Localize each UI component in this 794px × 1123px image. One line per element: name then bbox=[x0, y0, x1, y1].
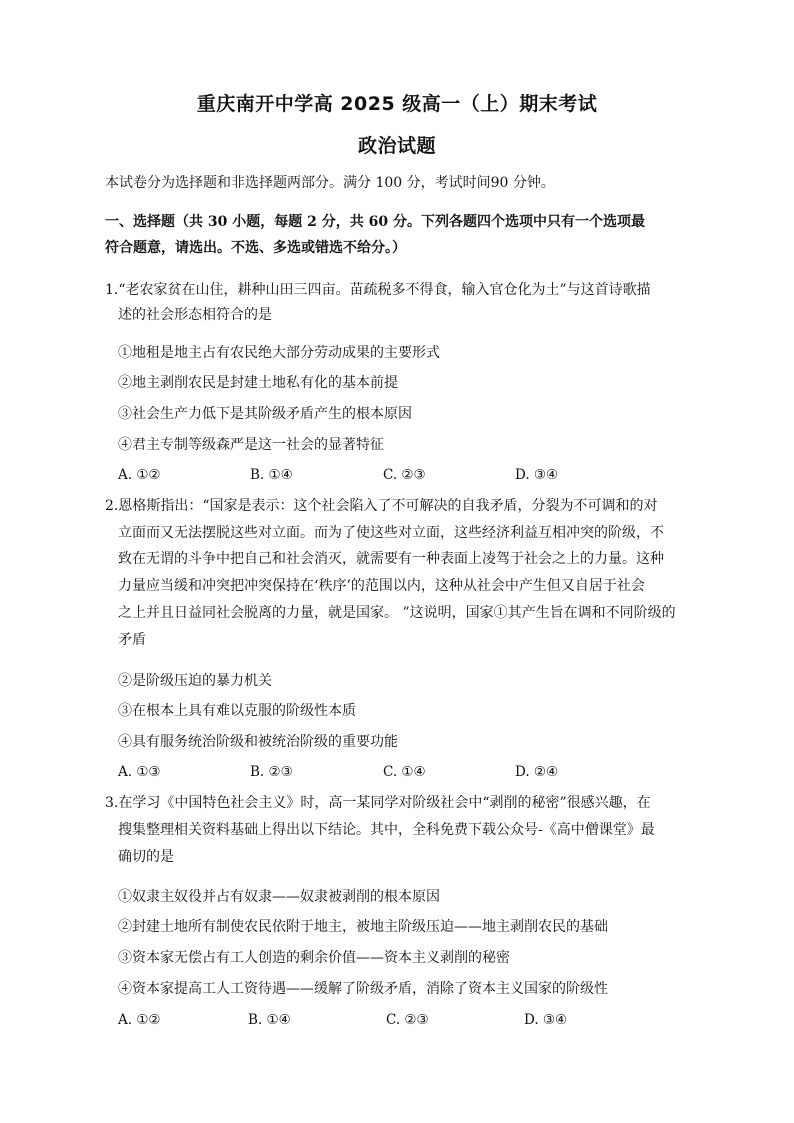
answer-option-b: B. ①④ bbox=[250, 467, 293, 483]
question-stem-line: 3.在学习《中国特色社会主义》时，高一某同学对阶级社会中“剥削的秘密”很感兴趣，在 bbox=[105, 795, 651, 811]
question-stem-line: 2.恩格斯指出：“国家是表示：这个社会陷入了不可解决的自我矛盾，分裂为不可调和的对 bbox=[105, 498, 658, 514]
question-stem-line: 搜集整理相关资料基础上得出以下结论。其中，全科免费下载公众号-《高中僧课堂》最 bbox=[118, 822, 655, 838]
answer-option-c: C. ②③ bbox=[386, 1012, 429, 1028]
question-stem-line: 述的社会形态相符合的是 bbox=[118, 307, 272, 323]
answer-option-d: D. ③④ bbox=[524, 1012, 568, 1028]
answer-option-d: D. ③④ bbox=[515, 467, 559, 483]
statement-item: ②地主剥削农民是封建土地私有化的基本前提 bbox=[118, 375, 398, 391]
answer-option-b: B. ②③ bbox=[250, 764, 293, 780]
section-heading-line-1: 一、选择题（共 30 小题，每题 2 分，共 60 分。下列各题四个选项中只有一个选项最 bbox=[105, 214, 645, 230]
statement-item: ③资本家无偿占有工人创造的剩余价值——资本主义剥削的秘密 bbox=[118, 950, 510, 966]
answer-option-c: C. ②③ bbox=[383, 467, 426, 483]
statement-item: ④资本家提高工人工资待遇——缓解了阶级矛盾，消除了资本主义国家的阶级性 bbox=[118, 981, 608, 997]
statement-item: ①奴隶主奴役并占有奴隶——奴隶被剥削的根本原因 bbox=[118, 889, 440, 905]
question-stem-line: 致在无谓的斗争中把自己和社会消灭，就需要有一种表面上凌驾于社会之上的力量。这种 bbox=[118, 551, 664, 567]
subject-title: 政治试题 bbox=[357, 135, 436, 157]
statement-item: ③在根本上具有难以克服的阶级性本质 bbox=[118, 703, 356, 719]
answer-option-a: A. ①② bbox=[118, 467, 161, 483]
section-heading-line-2: 符合题意，请选出。不选、多选或错选不给分。） bbox=[105, 240, 406, 256]
question-stem-line: 之上并且日益同社会脱离的力量，就是国家。 ”这说明，国家①其产生旨在调和不同阶级的 bbox=[118, 605, 676, 621]
statement-item: ②是阶级压迫的暴力机关 bbox=[118, 673, 272, 689]
statement-item: ③社会生产力低下是其阶级矛盾产生的根本原因 bbox=[118, 406, 412, 422]
question-stem-line: 确切的是 bbox=[118, 849, 174, 865]
question-stem-line: 力量应当缓和冲突把冲突保持在‘秩序’的范围以内，这种从社会中产生但又自居于社会 bbox=[118, 578, 645, 594]
intro-text: 本试卷分为选择题和非选择题两部分。满分 100 分，考试时间90 分钟。 bbox=[105, 175, 555, 191]
statement-item: ①地租是地主占有农民绝大部分劳动成果的主要形式 bbox=[118, 345, 440, 361]
answer-option-b: B. ①④ bbox=[248, 1012, 291, 1028]
exam-title: 重庆南开中学高 2025 级高一（上）期末考试 bbox=[196, 93, 598, 115]
answer-option-c: C. ①④ bbox=[383, 764, 426, 780]
statement-item: ④君主专制等级森严是这一社会的显著特征 bbox=[118, 437, 384, 453]
answer-option-d: D. ②④ bbox=[515, 764, 559, 780]
statement-item: ②封建土地所有制使农民依附于地主，被地主阶级压迫——地主剥削农民的基础 bbox=[118, 919, 608, 935]
answer-option-a: A. ①② bbox=[118, 1012, 161, 1028]
statement-item: ④具有服务统治阶级和被统治阶级的重要功能 bbox=[118, 734, 398, 750]
question-stem-line: 1.“老农家贫在山住，耕种山田三四亩。苗疏税多不得食，输入官仓化为土”与这首诗歌描 bbox=[105, 282, 651, 298]
answer-option-a: A. ①③ bbox=[118, 764, 161, 780]
question-stem-line: 矛盾 bbox=[118, 632, 146, 648]
question-stem-line: 立面而又无法摆脱这些对立面。而为了使这些对立面，这些经济利益互相冲突的阶级，不 bbox=[118, 525, 664, 541]
